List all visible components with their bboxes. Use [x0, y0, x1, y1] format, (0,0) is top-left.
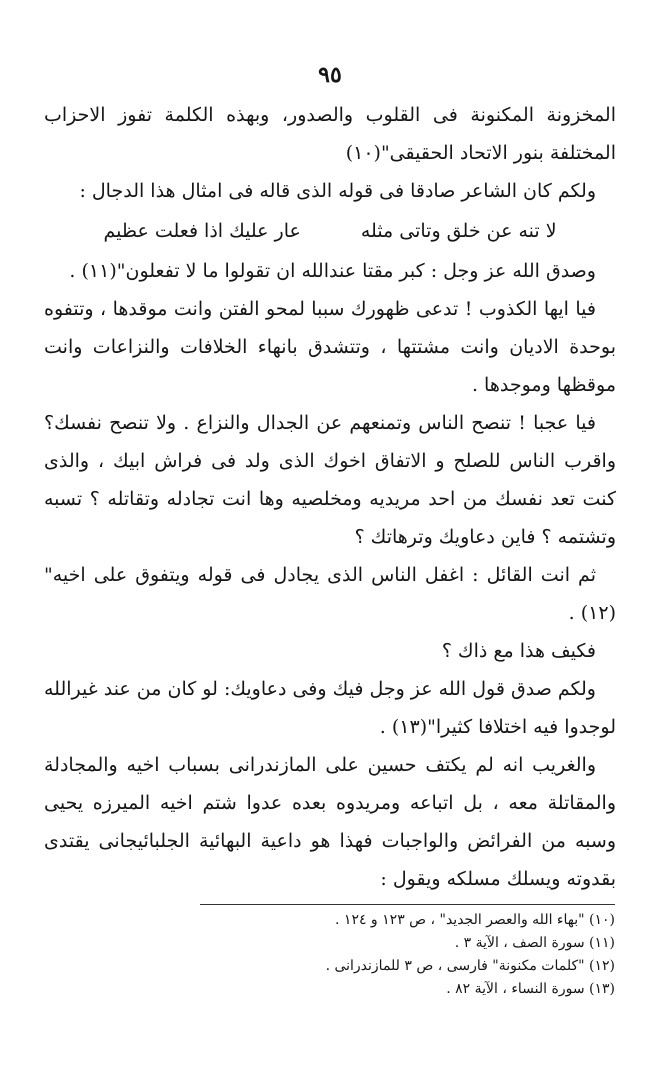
verse-hemistich-second: عار عليك اذا فعلت عظيم [103, 220, 301, 242]
paragraph: فيا ايها الكذوب ! تدعى ظهورك سببا لمحو الفتن وانت موقدها ، وتتفوه بوحدة الاديان وانت مشتتها ، وتتشدق بانهاء الخلافات والنزاعات وانت موقظها وموجدها . [44, 298, 616, 396]
paragraph: ولكم كان الشاعر صادقا فى قوله الذى قاله فى امثال هذا الدجال : [79, 180, 596, 202]
paragraph: فكيف هذا مع ذاك ؟ [441, 640, 596, 662]
main-text [44, 96, 616, 898]
paragraph: ولكم صدق قول الله عز وجل فيك وفى دعاويك: لو كان من عند غيرالله لوجدوا فيه اختلافا كثيرا"(١٣) . [43, 678, 616, 738]
footnote: (١١) سورة الصف ، الآية ٣ . [454, 935, 615, 951]
paragraph: وصدق الله عز وجل : كبر مقتا عندالله ان تقولوا ما لا تفعلون"(١١) . [69, 260, 596, 282]
footnote: (١٣) سورة النساء ، الآية ٨٢ . [446, 981, 615, 997]
footnote: (١٢) "كلمات مكنونة" فارسى ، ص ٣ للمازندرانى . [325, 958, 615, 974]
footnotes [200, 904, 615, 1001]
footnote: (١٠) "بهاء الله والعصر الجديد" ، ص ١٢٣ و ١٢٤ . [335, 912, 615, 928]
verse-hemistich-first: لا تنه عن خلق وتاتى مثله [360, 220, 557, 242]
paragraph: المخزونة المكنونة فى القلوب والصدور، وبهذه الكلمة تفوز الاحزاب المختلفة بنور الاتحاد الحقيقى"(١٠) [44, 104, 616, 164]
paragraph: ثم انت القائل : اغفل الناس الذى يجادل فى قوله ويتفوق على اخيه"(١٢) . [44, 564, 616, 624]
paragraph: والغريب انه لم يكتف حسين على المازندرانى بسباب اخيه والمجادلة والمقاتلة معه ، بل اتباعه ومريدوه بعده عدوا شتم اخيه الميرزه يحيى وسبه من الفرائض والواجبات فهذا هو داعية البهائية الجلبائيجانى يقتدى بقدوته ويسلك مسلكه ويقول : [44, 754, 616, 890]
poem-verse [44, 212, 616, 250]
page-number: ٩٥ [318, 62, 342, 88]
paragraph: فيا عجبا ! تنصح الناس وتمنعهم عن الجدال والنزاع . ولا تنصح نفسك؟ واقرب الناس للصلح و الاتفاق اخوك الذى ولد فى فراش ابيك ، والذى كنت تعد نفسك من احد مريديه ومخلصيه وها انت تجادله وتقاتله ؟ تسبه وتشتمه ؟ فاين دعاويك وترهاتك ؟ [44, 412, 616, 548]
